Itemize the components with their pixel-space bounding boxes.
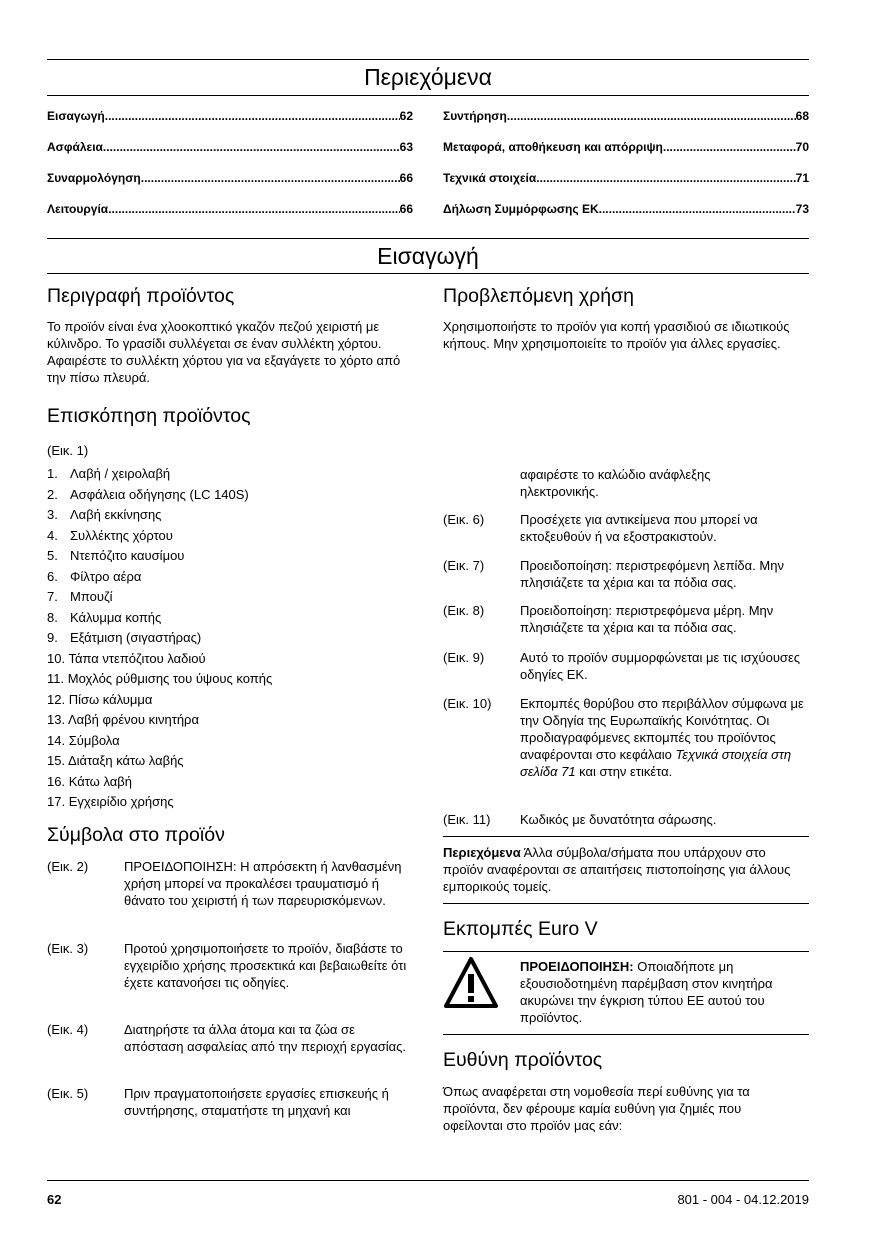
symbol-continuation-text: αφαιρέστε το καλώδιο ανάφλεξης ηλεκτρονικής.: [520, 467, 711, 499]
note-label: Περιεχόμενα: [443, 845, 521, 860]
list-item: 2. Ασφάλεια οδήγησης (LC 140S): [47, 486, 249, 502]
note-bottom-rule: [443, 903, 809, 904]
list-item: 10. Τάπα ντεπόζιτου λαδιού: [47, 650, 206, 666]
symbol-text: Προσέχετε για αντικείμενα που μπορεί να εκτοξευθούν ή να εξοστρακιστούν.: [520, 512, 758, 544]
product-description-text: Το προϊόν είναι ένα χλοοκοπτικό γκαζόν πεζού χειριστή με κύλινδρο. Το γρασίδι συλλέγεται σε έναν συλλέκτη χόρτου. Αφαιρέστε το συλλέκτη χόρτου για να εξαγάγετε το χόρτο από την πίσω πλευρά.: [47, 319, 401, 385]
toc-entry-maintenance[interactable]: Συντήρηση ..... 68: [443, 109, 809, 123]
overview-list: [47, 465, 407, 814]
liability-text: Όπως αναφέρεται στη νομοθεσία περί ευθύνης για τα προϊόντα, δεν φέρουμε καμία ευθύνη για ζημιές που οφείλονται στο προϊόν μας εάν:: [443, 1084, 750, 1133]
symbol-text: Διατηρήστε τα άλλα άτομα και τα ζώα σε απόσταση ασφαλείας από την περιοχή εργασίας.: [124, 1022, 407, 1054]
overview-figure-ref: (Εικ. 1): [47, 443, 89, 458]
list-item: 14. Σύμβολα: [47, 732, 120, 748]
symbol-ref: (Εικ. 9): [443, 650, 485, 665]
toc-entry-transport[interactable]: Μεταφορά, αποθήκευση και απόρριψη ..... 70: [443, 140, 809, 154]
list-item: 4. Συλλέκτης χόρτου: [47, 527, 173, 543]
intro-top-rule: [47, 238, 809, 239]
symbol-ref: (Εικ. 10): [443, 696, 492, 711]
intended-use-text: Χρησιμοποιήστε το προϊόν για κοπή γρασιδιού σε ιδιωτικούς κήπους. Μην χρησιμοποιείτε το προϊόν για άλλες εργασίες.: [443, 319, 790, 351]
intro-title: Εισαγωγή: [377, 243, 479, 269]
list-item: 6. Φίλτρο αέρα: [47, 568, 142, 584]
list-item: 15. Διάταξη κάτω λαβής: [47, 753, 184, 768]
symbol-ref: (Εικ. 6): [443, 512, 485, 527]
list-item: 12. Πίσω κάλυμμα: [47, 691, 153, 707]
warning-icon: [443, 956, 499, 1010]
symbol-text: Προειδοποίηση: περιστρεφόμενα μέρη. Μην πλησιάζετε τα χέρια και τα πόδια σας.: [520, 603, 774, 635]
symbol-ref: (Εικ. 5): [47, 1086, 89, 1101]
euro-v-heading: Εκπομπές Euro V: [443, 918, 598, 940]
symbol-text: Πριν πραγματοποιήσετε εργασίες επισκευής ή συντήρησης, σταματήστε τη μηχανή και: [124, 1086, 389, 1118]
list-item: 11. Μοχλός ρύθμισης του ύψους κοπής: [47, 671, 273, 686]
warning-bottom-rule: [443, 1034, 809, 1035]
list-item: 8. Κάλυμμα κοπής: [47, 609, 162, 625]
overview-heading: Επισκόπηση προϊόντος: [47, 405, 251, 427]
page-number: 62: [47, 1192, 62, 1207]
symbol-text: Αυτό το προϊόν συμμορφώνεται με τις ισχύουσες οδηγίες ΕΚ.: [520, 650, 801, 682]
toc-title: Περιεχόμενα: [364, 64, 492, 90]
symbol-ref: (Εικ. 7): [443, 558, 485, 573]
warning-text: ΠΡΟΕΙΔΟΠΟΙΗΣΗ: Οποιαδήποτε μη εξουσιοδοτημένη παρέμβαση στον κινητήρα ακυρώνει την έγκριση τύπου ΕΕ αυτού του προϊόντος.: [520, 959, 773, 1025]
document-reference: 801 - 004 - 04.12.2019: [677, 1192, 809, 1207]
list-item: 17. Εγχειρίδιο χρήσης: [47, 794, 174, 809]
symbol-ref: (Εικ. 8): [443, 603, 485, 618]
list-item: 16. Κάτω λαβή: [47, 773, 132, 789]
symbol-text: ΠΡΟΕΙΔΟΠΟΙΗΣΗ: Η απρόσεκτη ή λανθασμένη χρήση μπορεί να προκαλέσει τραυματισμό ή θάνατο του χειριστή ή των παρευρισκόμενων.: [124, 859, 402, 908]
toc-entry-safety[interactable]: Ασφάλεια ..... 63: [47, 140, 413, 154]
liability-heading: Ευθύνη προϊόντος: [443, 1049, 603, 1071]
list-item: 7. Μπουζί: [47, 589, 113, 604]
symbol-ref: (Εικ. 3): [47, 941, 89, 956]
footer-rule: [47, 1180, 809, 1181]
list-item: 3. Λαβή εκκίνησης: [47, 507, 162, 522]
note-top-rule: [443, 836, 809, 837]
toc-entry-introduction[interactable]: Εισαγωγή ..... 62: [47, 109, 413, 123]
symbol-text: Προτού χρησιμοποιήσετε το προϊόν, διαβάστε το εγχειρίδιο χρήσης προσεκτικά και βεβαιωθείτε ότι έχετε κατανοήσει τις οδηγίες.: [124, 941, 407, 990]
symbol-ref: (Εικ. 4): [47, 1022, 89, 1037]
technical-data-link[interactable]: Τεχνικά στοιχεία στη σελίδα 71: [520, 747, 792, 779]
list-item: 9. Εξάτμιση (σιγαστήρας): [47, 630, 202, 645]
list-item: 5. Ντεπόζιτο καυσίμου: [47, 548, 185, 563]
warning-top-rule: [443, 951, 809, 952]
toc-entry-declaration[interactable]: Δήλωση Συμμόρφωσης ΕΚ ..... 73: [443, 202, 809, 216]
toc-entry-operation[interactable]: Λειτουργία ..... 66: [47, 202, 413, 216]
symbol-text: Κωδικός με δυνατότητα σάρωσης.: [520, 812, 717, 827]
toc-entry-assembly[interactable]: Συναρμολόγηση ..... 66: [47, 171, 413, 185]
symbol-ref: (Εικ. 2): [47, 859, 89, 874]
product-description-heading: Περιγραφή προϊόντος: [47, 285, 235, 307]
list-item: 13. Λαβή φρένου κινητήρα: [47, 712, 199, 727]
symbols-heading: Σύμβολα στο προϊόν: [47, 824, 225, 846]
toc-title-rule: [47, 95, 809, 96]
list-item: 1. Λαβή / χειρολαβή: [47, 466, 171, 481]
intro-title-rule: [47, 273, 809, 274]
intended-use-heading: Προβλεπόμενη χρήση: [443, 285, 634, 307]
symbol-text: Εκπομπές θορύβου στο περιβάλλον σύμφωνα με την Οδηγία της Ευρωπαϊκής Κοινότητας. Οι προδιαγραφόμενες εκπομπές του προϊόντος αναφέρονται στο κεφάλαιο Τεχνικά στοιχεία στη σελίδα 71 και στην ετικέτα.: [520, 696, 804, 779]
symbol-text: Προειδοποίηση: περιστρεφόμενη λεπίδα. Μην πλησιάζετε τα χέρια και τα πόδια σας.: [520, 558, 784, 590]
symbol-ref: (Εικ. 11): [443, 812, 491, 827]
warning-label: ΠΡΟΕΙΔΟΠΟΙΗΣΗ:: [520, 959, 634, 974]
toc-entry-technical-data[interactable]: Τεχνικά στοιχεία ..... 71: [443, 171, 809, 185]
toc-top-rule: [47, 59, 809, 60]
note-text: Περιεχόμενα Άλλα σύμβολα/σήματα που υπάρχουν στο προϊόν αναφέρονται σε απαιτήσεις πιστοποίησης για άλλους εμπορικούς τομείς.: [443, 845, 791, 894]
